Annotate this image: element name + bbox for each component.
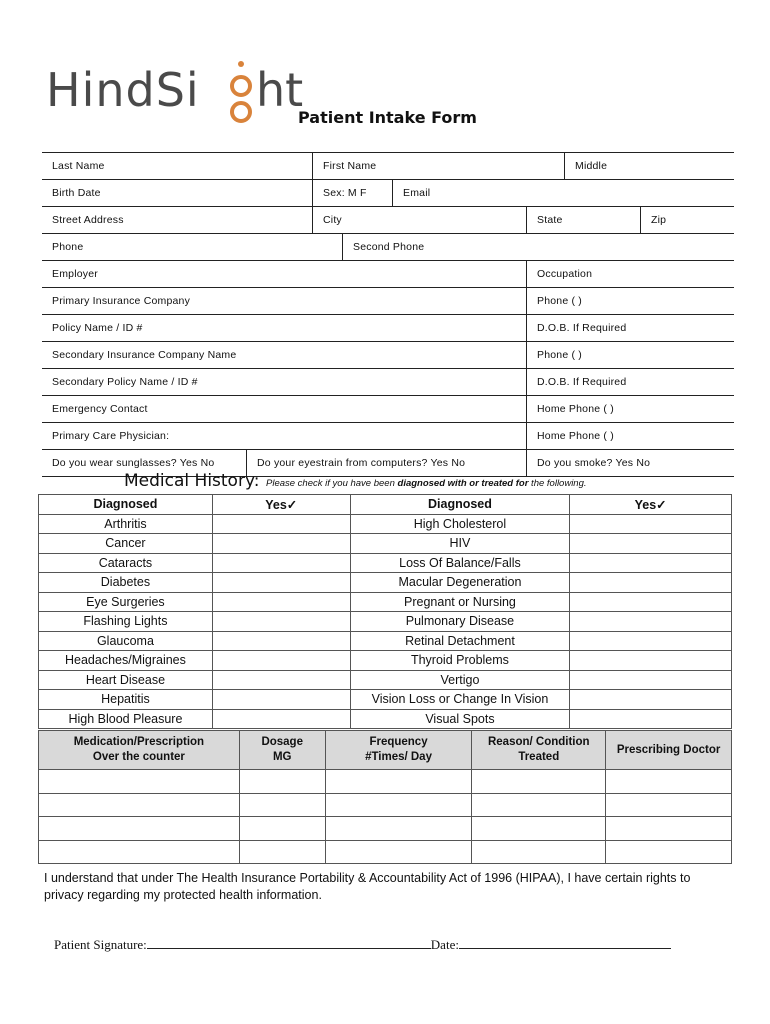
condition-checkbox[interactable] (570, 592, 732, 612)
intake-field[interactable]: City (312, 207, 526, 233)
condition-name: Diabetes (39, 573, 213, 593)
medication-cell[interactable] (39, 840, 240, 864)
patient-info-grid (42, 152, 734, 477)
medication-row (39, 840, 732, 864)
medication-cell[interactable] (39, 793, 240, 817)
medication-row (39, 793, 732, 817)
medication-header: Medication/Prescription Over the counter (39, 731, 240, 770)
condition-name: Headaches/Migraines (39, 651, 213, 671)
medications-table (38, 730, 732, 864)
intake-field[interactable]: Last Name (52, 160, 105, 172)
medication-cell[interactable] (472, 817, 606, 841)
medication-cell[interactable] (325, 840, 472, 864)
intake-field[interactable]: Sex: M F (312, 180, 392, 206)
intake-field[interactable]: Email (392, 180, 734, 206)
medical-history-note: Please check if you have been diagnosed with or treated for the following. (266, 478, 587, 489)
signature-label: Patient Signature: (54, 937, 147, 952)
intake-row (42, 260, 734, 287)
svg-text:HindSi: HindSi (46, 63, 200, 117)
intake-field[interactable]: Secondary Policy Name / ID # (52, 376, 198, 388)
medication-cell[interactable] (239, 793, 325, 817)
medication-row (39, 817, 732, 841)
condition-name: Loss Of Balance/Falls (350, 553, 570, 573)
signature-field[interactable] (147, 935, 431, 949)
intake-row (42, 314, 734, 341)
intake-field[interactable]: Home Phone ( ) (526, 396, 734, 422)
intake-row (42, 368, 734, 395)
condition-row (39, 651, 732, 671)
condition-name: Glaucoma (39, 631, 213, 651)
condition-row (39, 573, 732, 593)
intake-field[interactable]: Phone (52, 241, 84, 253)
condition-name: Cataracts (39, 553, 213, 573)
condition-name: Pregnant or Nursing (350, 592, 570, 612)
condition-row (39, 553, 732, 573)
condition-checkbox[interactable] (212, 553, 350, 573)
condition-checkbox[interactable] (570, 690, 732, 710)
condition-row (39, 670, 732, 690)
condition-checkbox[interactable] (212, 631, 350, 651)
medication-cell[interactable] (606, 770, 732, 794)
medication-cell[interactable] (606, 793, 732, 817)
condition-checkbox[interactable] (570, 534, 732, 554)
intake-field[interactable]: Street Address (52, 214, 124, 226)
diagnosed-header: Diagnosed (39, 495, 213, 515)
condition-checkbox[interactable] (212, 514, 350, 534)
medication-cell[interactable] (39, 770, 240, 794)
medication-cell[interactable] (39, 817, 240, 841)
svg-text:ht: ht (256, 63, 304, 117)
medication-cell[interactable] (325, 817, 472, 841)
diagnosed-header: Diagnosed (350, 495, 570, 515)
intake-field[interactable]: Zip (640, 207, 734, 233)
condition-name: Heart Disease (39, 670, 213, 690)
conditions-table (38, 494, 732, 729)
medication-cell[interactable] (472, 770, 606, 794)
intake-field[interactable]: Policy Name / ID # (52, 322, 143, 334)
medication-cell[interactable] (239, 840, 325, 864)
intake-field[interactable]: Primary Care Physician: (52, 430, 170, 442)
intake-field[interactable]: Birth Date (52, 187, 101, 199)
yes-header: Yes✓ (212, 495, 350, 515)
condition-checkbox[interactable] (212, 573, 350, 593)
condition-checkbox[interactable] (212, 709, 350, 729)
intake-field[interactable]: Occupation (526, 261, 734, 287)
condition-checkbox[interactable] (570, 514, 732, 534)
condition-name: Cancer (39, 534, 213, 554)
intake-field[interactable]: Secondary Insurance Company Name (52, 349, 237, 361)
condition-name: Eye Surgeries (39, 592, 213, 612)
date-field[interactable] (459, 935, 671, 949)
intake-row (42, 179, 734, 206)
medication-cell[interactable] (325, 770, 472, 794)
signature-line (54, 935, 671, 953)
condition-checkbox[interactable] (570, 612, 732, 632)
medication-row (39, 770, 732, 794)
intake-field[interactable]: Primary Insurance Company (52, 295, 191, 307)
intake-field[interactable]: Emergency Contact (52, 403, 148, 415)
intake-field[interactable]: Do you wear sunglasses? Yes No (52, 457, 215, 469)
medication-cell[interactable] (239, 817, 325, 841)
form-title: Patient Intake Form (298, 108, 477, 127)
medical-history-title: Medical History: (124, 471, 260, 491)
hindsight-logo (44, 56, 304, 130)
condition-name: Thyroid Problems (350, 651, 570, 671)
intake-row (42, 152, 734, 179)
condition-name: Hepatitis (39, 690, 213, 710)
condition-checkbox[interactable] (212, 534, 350, 554)
intake-field[interactable]: Phone ( ) (526, 342, 734, 368)
condition-name: Flashing Lights (39, 612, 213, 632)
condition-row (39, 514, 732, 534)
condition-row (39, 631, 732, 651)
condition-checkbox[interactable] (212, 690, 350, 710)
intake-row (42, 395, 734, 422)
condition-checkbox[interactable] (570, 553, 732, 573)
condition-row (39, 592, 732, 612)
condition-name: Retinal Detachment (350, 631, 570, 651)
medication-cell[interactable] (472, 793, 606, 817)
intake-field[interactable]: Middle (564, 153, 734, 179)
condition-checkbox[interactable] (570, 651, 732, 671)
condition-name: High Cholesterol (350, 514, 570, 534)
intake-row (42, 233, 734, 260)
intake-field[interactable]: Employer (52, 268, 98, 280)
intake-row (42, 287, 734, 314)
medication-header: Dosage MG (239, 731, 325, 770)
condition-name: Pulmonary Disease (350, 612, 570, 632)
intake-field[interactable]: Second Phone (342, 234, 734, 260)
condition-name: Vision Loss or Change In Vision (350, 690, 570, 710)
intake-field[interactable]: Home Phone ( ) (526, 423, 734, 449)
medication-header: Prescribing Doctor (606, 731, 732, 770)
condition-checkbox[interactable] (570, 631, 732, 651)
intake-row (42, 206, 734, 233)
intake-field[interactable]: Do you smoke? Yes No (526, 450, 734, 476)
medication-cell[interactable] (606, 817, 732, 841)
medication-cell[interactable] (325, 793, 472, 817)
condition-name: Vertigo (350, 670, 570, 690)
condition-checkbox[interactable] (570, 670, 732, 690)
condition-checkbox[interactable] (570, 573, 732, 593)
condition-name: Macular Degeneration (350, 573, 570, 593)
condition-name: High Blood Pleasure (39, 709, 213, 729)
intake-row (42, 422, 734, 449)
condition-row (39, 709, 732, 729)
condition-name: Arthritis (39, 514, 213, 534)
condition-checkbox[interactable] (212, 592, 350, 612)
intake-field[interactable]: First Name (312, 153, 564, 179)
intake-field[interactable]: Do your eyestrain from computers? Yes No (246, 450, 526, 476)
condition-name: HIV (350, 534, 570, 554)
condition-name: Visual Spots (350, 709, 570, 729)
intake-field[interactable]: D.O.B. If Required (526, 369, 734, 395)
intake-field[interactable]: Phone ( ) (526, 288, 734, 314)
medication-header: Reason/ Condition Treated (472, 731, 606, 770)
condition-row (39, 534, 732, 554)
medication-header: Frequency #Times/ Day (325, 731, 472, 770)
condition-row (39, 612, 732, 632)
condition-checkbox[interactable] (212, 612, 350, 632)
intake-row (42, 341, 734, 368)
condition-checkbox[interactable] (212, 651, 350, 671)
intake-field[interactable]: State (526, 207, 640, 233)
medication-cell[interactable] (606, 840, 732, 864)
date-label: Date: (430, 937, 459, 952)
intake-field[interactable]: D.O.B. If Required (526, 315, 734, 341)
condition-checkbox[interactable] (570, 709, 732, 729)
yes-header: Yes✓ (570, 495, 732, 515)
hipaa-statement: I understand that under The Health Insurance Portability & Accountability Act of 1996 (HIPAA), I have certain rights to privacy regarding my protected health information. (44, 871, 691, 902)
medication-cell[interactable] (239, 770, 325, 794)
condition-checkbox[interactable] (212, 670, 350, 690)
medication-cell[interactable] (472, 840, 606, 864)
condition-row (39, 690, 732, 710)
